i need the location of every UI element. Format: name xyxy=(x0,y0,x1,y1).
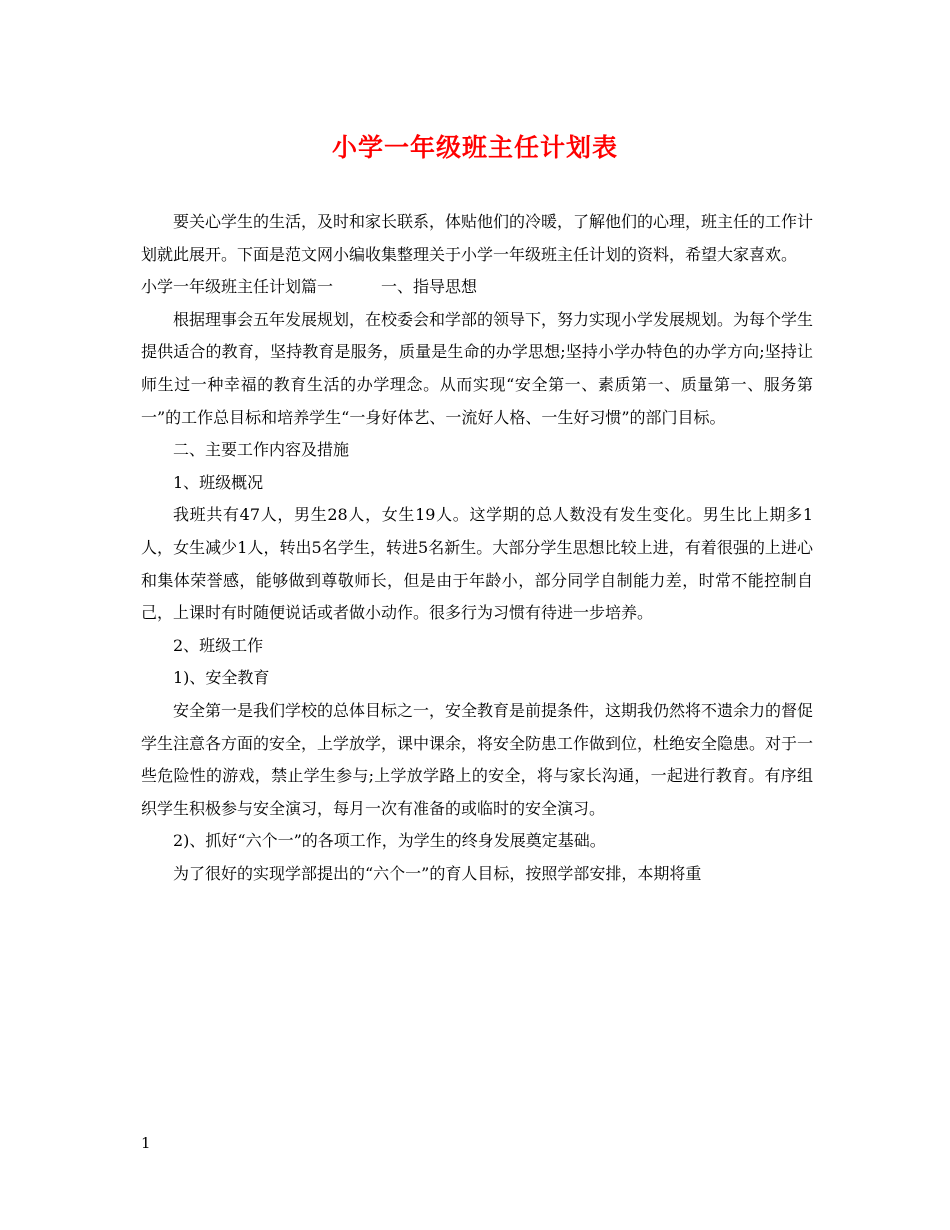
document-body xyxy=(141,206,813,890)
heading-safety-education: 1)、安全教育 xyxy=(173,668,270,688)
body-paragraph-safety-education: 安全第一是我们学校的总体目标之一，安全教育是前提条件，这期我仍然将不遗余力的督促学生注意各方面的安全，上学放学，课中课余，将安全防患工作做到位，杜绝安全隐患。对于一些危险性的游戏，禁止学生参与;上学放学路上的安全，将与家长沟通，一起进行教育。有序组织学生积极参与安全演习，每月一次有准备的或临时的安全演习。 xyxy=(141,700,814,818)
section-heading-line xyxy=(141,271,813,304)
heading-class-work: 2、班级工作 xyxy=(173,635,264,655)
body-paragraph-class-overview: 我班共有47人，男生28人，女生19人。这学期的总人数没有发生变化。男生比上期多1人，女生减少1人，转出5名学生，转进5名新生。大部分学生思想比较上进，有着很强的上进心和集体荣誉感，能够做到尊敬师长，但是由于年龄小，部分同学自制能力差，时常不能控制自己，上课时有时随便说话或者做小动作。很多行为习惯有待进一步培养。 xyxy=(141,505,813,623)
heading-class-overview: 1、班级概况 xyxy=(173,472,264,492)
heading-main-work: 二、主要工作内容及措施 xyxy=(173,440,350,460)
document-title: 小学一年级班主任计划表 xyxy=(331,133,618,162)
heading-six-ones: 2)、抓好“六个一”的各项工作，为学生的终身发展奠定基础。 xyxy=(173,831,606,851)
intro-paragraph: 要关心学生的生活，及时和家长联系，体贴他们的冷暖，了解他们的心理，班主任的工作计划就此展开。下面是范文网小编收集整理关于小学一年级班主任计划的资料，希望大家喜欢。 xyxy=(141,212,814,264)
section-label: 小学一年级班主任计划篇一 xyxy=(141,277,334,297)
body-paragraph-guiding-thought: 根据理事会五年发展规划，在校委会和学部的领导下，努力实现小学发展规划。为每个学生提供适合的教育，坚持教育是服务，质量是生命的办学思想;坚持小学办特色的办学方向;坚持让师生过一种幸福的教育生活的办学理念。从而实现“安全第一、素质第一、质量第一、服务第一”的工作总目标和培养学生“一身好体艺、一流好人格、一生好习惯”的部门目标。 xyxy=(141,309,814,427)
body-paragraph-six-ones: 为了很好的实现学部提出的“六个一”的育人目标，按照学部安排，本期将重 xyxy=(173,863,702,883)
section-heading: 一、指导思想 xyxy=(381,277,478,297)
page-number: 1 xyxy=(141,1134,151,1152)
